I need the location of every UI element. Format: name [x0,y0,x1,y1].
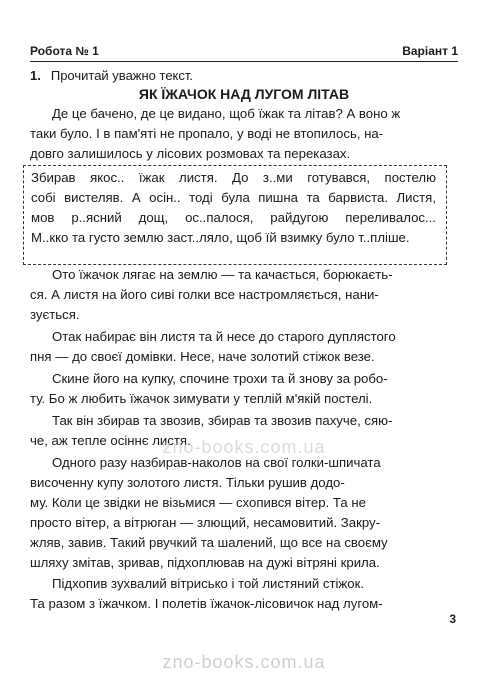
task-number: 1. [30,68,41,83]
variant-label: Варіант 1 [402,44,458,58]
task-instruction [30,68,193,83]
text-line: Отак набирає він листя та й несе до старого дуплястого [52,329,396,344]
work-number: Робота № 1 [30,44,99,58]
text-line: довго залишилось у лісових розмовах та переказах. [30,146,351,161]
text-line: Ото їжачок лягає на землю — та качається, борюкаєть- [52,267,393,282]
text-line: Одного разу назбирав-наколов на свої голки-шпичата [52,455,381,470]
intro-paragraph [30,104,450,164]
text-line: ся. А листя на його сиві голки все настромляється, нани- [30,287,379,302]
text-line: Скине його на купку, спочине трохи та й знову за робо- [52,371,388,386]
watermark: zno-books.com.ua [162,652,326,672]
text-line: височенну купу золотого листя. Тільки рушив додо- [30,475,345,490]
text-line: ту. Бо ж любить їжачок зимувати у теплій м'якій постелі. [30,391,373,406]
text-line: мов р..ясний дощ, ос..палося, райдугою переливалос... [31,210,436,225]
paragraph-7 [30,574,450,614]
text-line: просто вітер, а вітрюган — злющий, несамовитий. Закру- [30,515,381,530]
text-line: М..кко та густо землю заст..ляло, щоб їй взимку було [31,230,355,245]
task-text: Прочитай уважно текст. [50,68,194,83]
paragraph-2 [30,265,450,325]
text-line: пня — до своєї домівки. Несе, наче золотий стіжок везе. [30,349,375,364]
exercise-box [23,165,447,265]
text-line: шляху змітав, зривав, підхоплював на дужі вітряні крила. [30,555,380,570]
exercise-text [31,168,436,248]
text-line: жляв, завив. Такий рвучкий та шалений, що все на своєму [30,535,388,550]
text-line: зується. [30,307,80,322]
text-line: Так він збирав та звозив, збирав та звозив пахуче, сяю- [52,413,393,428]
text-line: таки було. І в пам'яті не пропало, у воді не втопилось, на- [30,126,384,141]
paragraph-3 [30,327,450,367]
text-line: Де це бачено, де це видано, щоб їжак та літав? А воно ж [52,106,401,121]
text-line: че, аж тепле осіннє листя. [30,433,191,448]
header-rule [30,61,458,62]
text-line: т..пліше. [358,230,410,245]
page-number: 3 [449,612,456,626]
text-line: Збирав якос.. їжак листя. До з..ми готувався, постелю [31,170,436,185]
paragraph-4 [30,369,450,409]
story-title: ЯК ЇЖАЧОК НАД ЛУГОМ ЛІТАВ [138,86,350,102]
text-line: собі вистеляв. А осін.. тоді була пишна та барвиста. Листя, [31,190,436,205]
text-line: Підхопив зухвалий вітрисько і той листяний стіжок. [52,576,365,591]
text-line: му. Коли це звідки не візьмися — схопився вітер. Та не [30,495,367,510]
watermark-overlay: zno-books.com.ua [162,437,326,457]
page-header [30,44,458,58]
paragraph-6 [30,453,450,573]
text-line: Та разом з їжачком. І полетів їжачок-лісовичок над лугом- [30,596,383,611]
